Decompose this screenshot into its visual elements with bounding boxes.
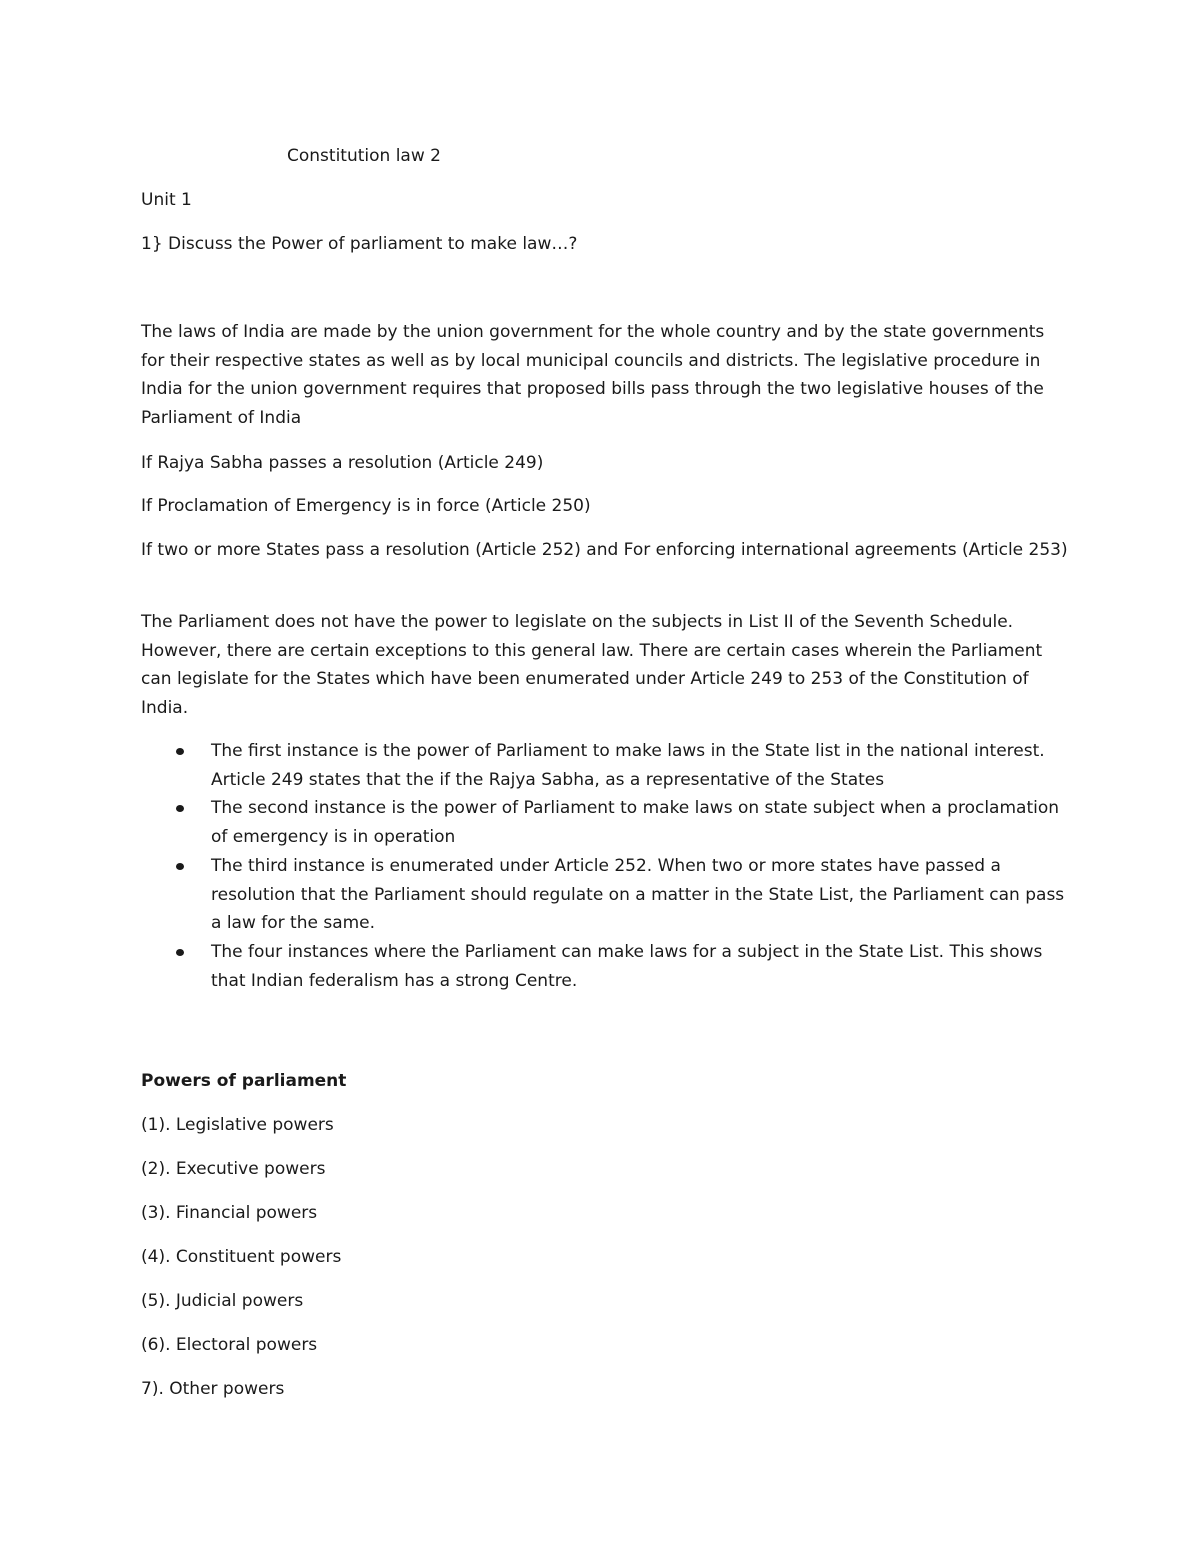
unit-heading: Unit 1	[141, 190, 192, 210]
power-item: (2). Executive powers	[141, 1159, 326, 1179]
list-item	[141, 794, 1071, 851]
list-item-text: The first instance is the power of Parliament to make laws in the State list in the national interest. Article 249 states that the if the Rajya Sabha, as a representative of the States	[211, 741, 1045, 790]
power-item: (6). Electoral powers	[141, 1335, 318, 1355]
power-item: (4). Constituent powers	[141, 1247, 342, 1267]
instances-list	[141, 737, 1071, 995]
list-item	[141, 938, 1071, 995]
power-item: (3). Financial powers	[141, 1203, 318, 1223]
condition-line: If Rajya Sabha passes a resolution (Article 249)	[141, 453, 544, 473]
powers-heading: Powers of parliament	[141, 1071, 347, 1091]
bullet-icon	[176, 949, 184, 956]
list-item-text: The four instances where the Parliament can make laws for a subject in the State List. This shows that Indian federalism has a strong Centre.	[211, 941, 1043, 991]
condition-line: If Proclamation of Emergency is in force (Article 250)	[141, 496, 591, 516]
exceptions-paragraph: The Parliament does not have the power to legislate on the subjects in List II of the Seventh Schedule. However, there are certain exceptions to this general law. There are certain cases wherein the Parliament can legislate for the States which have been enumerated under Article 249 to 253 of the Constitution of India.	[141, 612, 1043, 718]
list-item	[141, 737, 1071, 794]
list-item-text: The second instance is the power of Parliament to make laws on state subject when a proclamation of emergency is in operation	[211, 798, 1060, 848]
condition-line: If two or more States pass a resolution (Article 252) and For enforcing international agreements (Article 253)	[141, 540, 1068, 560]
intro-paragraph: The laws of India are made by the union government for the whole country and by the state governments for their respective states as well as by local municipal councils and districts. The legislative procedure in India for the union government requires that proposed bills pass through the two legislative houses of the Parliament of India	[141, 322, 1045, 428]
bullet-icon	[176, 805, 184, 812]
list-item	[141, 852, 1071, 938]
power-item: 7). Other powers	[141, 1379, 285, 1399]
document-title: Constitution law 2	[287, 146, 441, 166]
bullet-icon	[176, 863, 184, 870]
list-item-text: The third instance is enumerated under Article 252. When two or more states have passed a resolution that the Parliament should regulate on a matter in the State List, the Parliament can pass a law for the same.	[211, 855, 1065, 934]
power-item: (1). Legislative powers	[141, 1115, 334, 1135]
power-item: (5). Judicial powers	[141, 1291, 304, 1311]
bullet-icon	[176, 748, 184, 755]
question-text: 1} Discuss the Power of parliament to make law…?	[141, 234, 578, 254]
